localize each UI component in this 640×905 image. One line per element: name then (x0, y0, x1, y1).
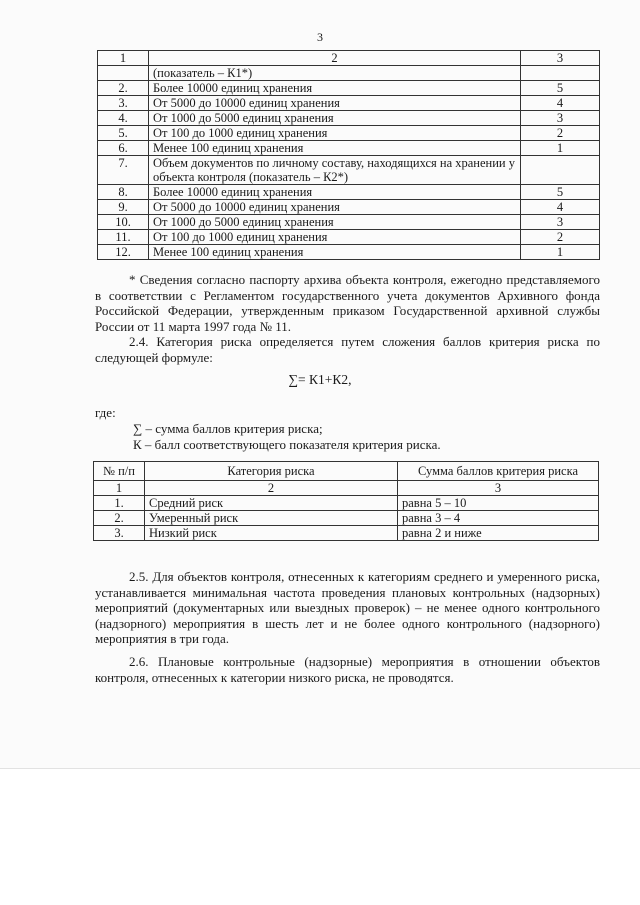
footnote: * Сведения согласно паспорту архива объекта контроля, ежегодно представляемого в соответствии с Регламентом государственного учета документов Архивного фонда Российской Федерации, утвержденным приказом Государственной архивной службы России от 11 марта 1997 года № 11. (95, 272, 600, 334)
row-score: 1 (521, 141, 600, 156)
table-row (98, 215, 600, 230)
row-number: 10. (98, 215, 149, 230)
row-text: (показатель – К1*) (149, 66, 521, 81)
definition-sum: ∑ – сумма баллов критерия риска; (133, 421, 323, 436)
row-score (521, 156, 600, 185)
indicators-table (97, 50, 600, 260)
row-text: От 100 до 1000 единиц хранения (149, 126, 521, 141)
header-cell: 2 (149, 51, 521, 66)
row-text: Объем документов по личному составу, находящихся на хранении у объекта контроля (показатель – К2*) (149, 156, 521, 185)
row-text: От 1000 до 5000 единиц хранения (149, 215, 521, 230)
header-cell: 1 (98, 51, 149, 66)
table-row (98, 96, 600, 111)
row-number: 12. (98, 245, 149, 260)
row-number: 1. (94, 496, 145, 511)
table-row (98, 230, 600, 245)
row-score: 4 (521, 96, 600, 111)
table-row (98, 111, 600, 126)
paragraph-2-5: 2.5. Для объектов контроля, отнесенных к категориям среднего и умеренного риска, устанавливается минимальная частота проведения плановых контрольных (надзорных) мероприятий (документарных или выездных проверок) – не менее одного контрольного (надзорного) мероприятия в шесть лет и не более одного контрольного (надзорного) мероприятия в три года. (95, 569, 600, 646)
row-text: От 100 до 1000 единиц хранения (149, 230, 521, 245)
row-number (98, 66, 149, 81)
table-row (98, 156, 600, 185)
header-sum: Сумма баллов критерия риска (398, 462, 599, 481)
row-category: Средний риск (145, 496, 398, 511)
table-row (98, 126, 600, 141)
row-number: 7. (98, 156, 149, 185)
row-sum: равна 3 – 4 (398, 511, 599, 526)
row-number: 8. (98, 185, 149, 200)
row-score: 3 (521, 215, 600, 230)
risk-formula: ∑= К1+К2, (288, 372, 352, 387)
row-score (521, 66, 600, 81)
page-number: 3 (317, 30, 323, 44)
table-row (98, 141, 600, 156)
row-number: 11. (98, 230, 149, 245)
row-number: 9. (98, 200, 149, 215)
risk-category-table (93, 461, 599, 541)
table-row (98, 200, 600, 215)
index-row (94, 481, 599, 496)
row-score: 3 (521, 111, 600, 126)
row-number: 6. (98, 141, 149, 156)
row-category: Умеренный риск (145, 511, 398, 526)
row-number: 3. (94, 526, 145, 541)
row-number: 2. (94, 511, 145, 526)
row-text: Более 10000 единиц хранения (149, 185, 521, 200)
table-header-row (98, 51, 600, 66)
row-sum: равна 2 и ниже (398, 526, 599, 541)
row-text: От 5000 до 10000 единиц хранения (149, 200, 521, 215)
row-score: 4 (521, 200, 600, 215)
row-text: Более 10000 единиц хранения (149, 81, 521, 96)
header-category: Категория риска (145, 462, 398, 481)
row-score: 5 (521, 81, 600, 96)
row-sum: равна 5 – 10 (398, 496, 599, 511)
definition-k: К – балл соответствующего показателя критерия риска. (133, 437, 441, 452)
row-score: 1 (521, 245, 600, 260)
table-row (94, 511, 599, 526)
table-row (98, 245, 600, 260)
row-score: 5 (521, 185, 600, 200)
paragraph-2-6: 2.6. Плановые контрольные (надзорные) мероприятия в отношении объектов контроля, отнесенных к категории низкого риска, не проводятся. (95, 654, 600, 685)
row-category: Низкий риск (145, 526, 398, 541)
row-number: 4. (98, 111, 149, 126)
table-row (98, 66, 600, 81)
row-score: 2 (521, 230, 600, 245)
table-row (98, 185, 600, 200)
row-text: От 1000 до 5000 единиц хранения (149, 111, 521, 126)
table-row (94, 496, 599, 511)
index-cell: 2 (145, 481, 398, 496)
paragraph-2-4: 2.4. Категория риска определяется путем сложения баллов критерия риска по следующей формуле: (95, 334, 600, 365)
row-number: 3. (98, 96, 149, 111)
header-cell: 3 (521, 51, 600, 66)
row-score: 2 (521, 126, 600, 141)
row-text: От 5000 до 10000 единиц хранения (149, 96, 521, 111)
row-number: 5. (98, 126, 149, 141)
index-cell: 1 (94, 481, 145, 496)
row-text: Менее 100 единиц хранения (149, 141, 521, 156)
header-number: № п/п (94, 462, 145, 481)
table-row (98, 81, 600, 96)
where-label: где: (95, 405, 116, 420)
row-text: Менее 100 единиц хранения (149, 245, 521, 260)
index-cell: 3 (398, 481, 599, 496)
table-header-row (94, 462, 599, 481)
row-number: 2. (98, 81, 149, 96)
table-row (94, 526, 599, 541)
